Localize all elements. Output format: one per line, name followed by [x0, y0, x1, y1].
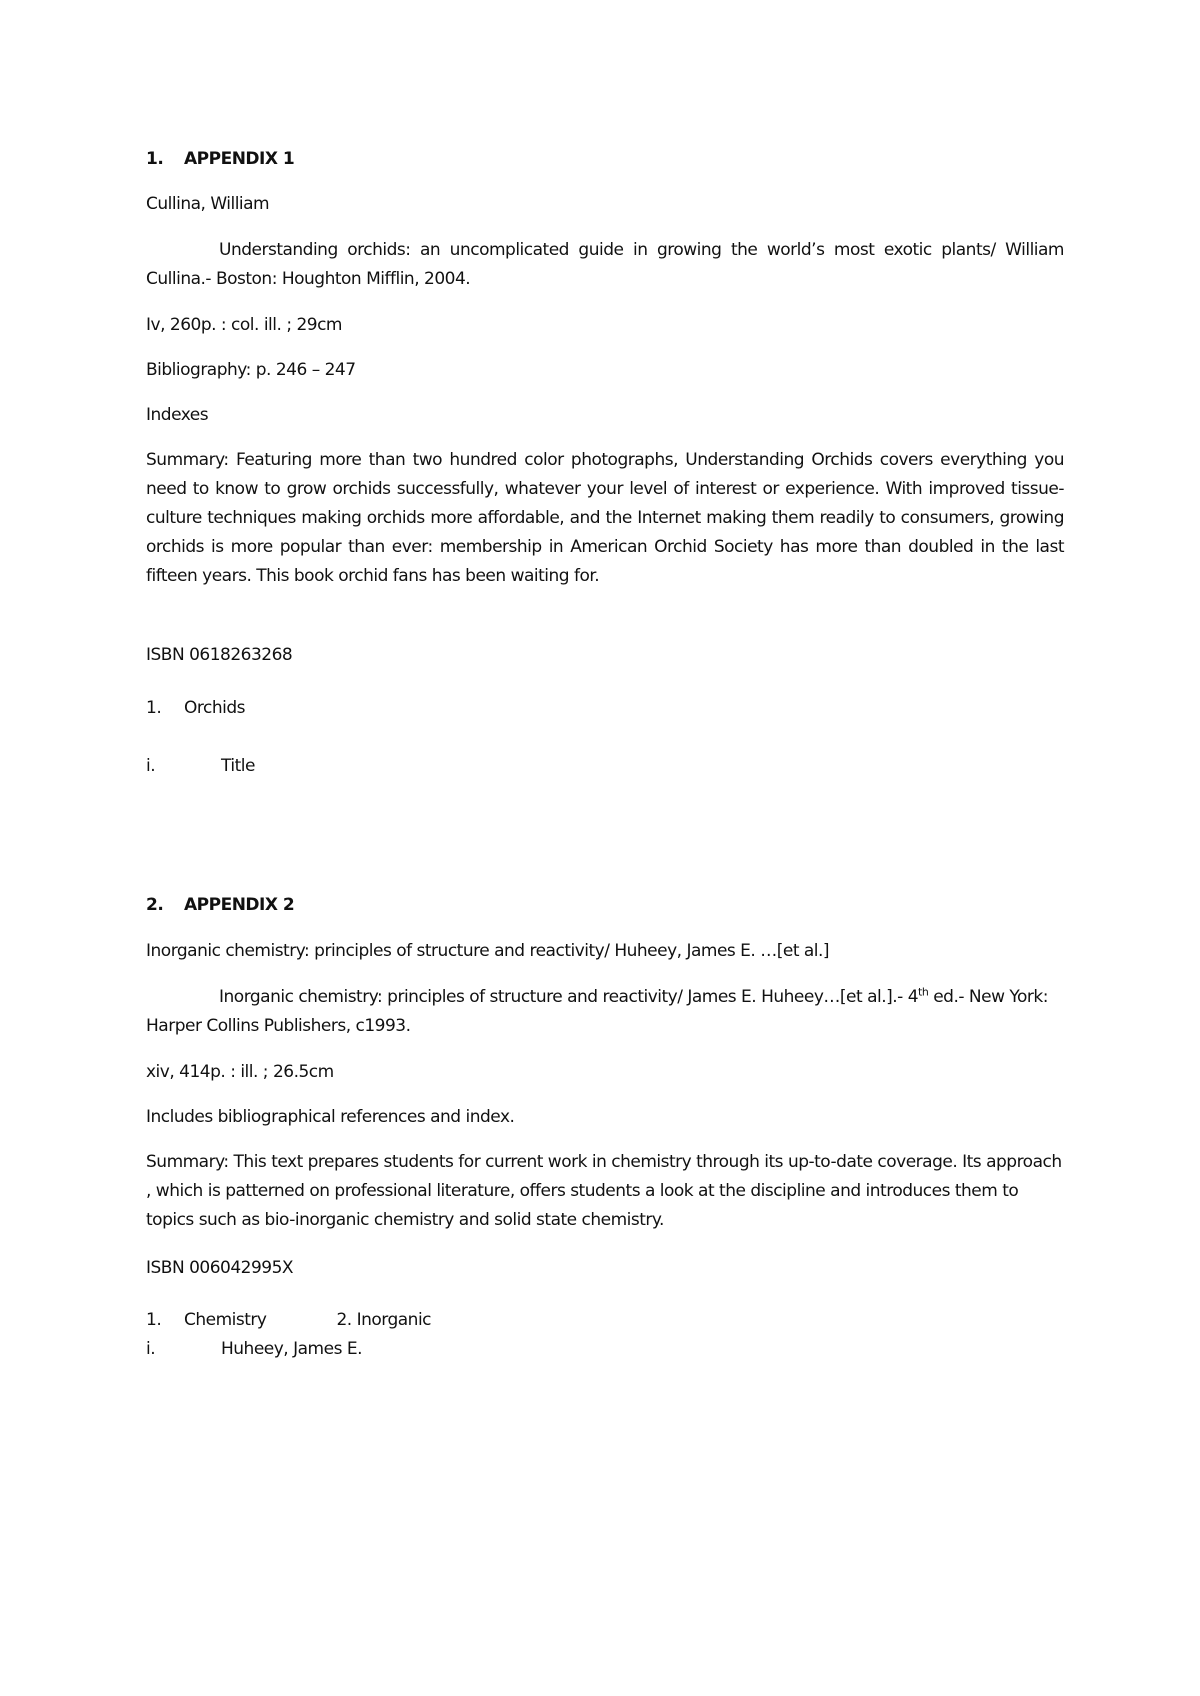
- appendix-2-isbn: ISBN 006042995X: [146, 1258, 294, 1278]
- added-entry-text: Huheey, James E.: [221, 1339, 362, 1359]
- added-entry-numeral: i.: [146, 1339, 156, 1359]
- appendix-1-indexes-note: Indexes: [146, 405, 209, 425]
- appendix-2-title-statement: [146, 983, 1064, 1041]
- subject-heading-2: 2. Inorganic: [336, 1310, 432, 1330]
- appendix-2-notes: Includes bibliographical references and index.: [146, 1107, 515, 1127]
- appendix-2-title: APPENDIX 2: [184, 895, 295, 915]
- appendix-1-isbn: ISBN 0618263268: [146, 645, 293, 665]
- appendix-2-heading: [146, 891, 1064, 920]
- subject-number: 1.: [146, 698, 162, 718]
- appendix-2-number: 2.: [146, 895, 164, 915]
- appendix-1-number: 1.: [146, 149, 164, 169]
- appendix-2-subject-entries: [146, 1306, 1064, 1335]
- appendix-2-main-entry: Inorganic chemistry: principles of structure and reactivity/ Huheey, James E. …[et al.]: [146, 941, 830, 961]
- appendix-1-heading: [146, 145, 1064, 174]
- appendix-1-bibliography-note: Bibliography: p. 246 – 247: [146, 360, 356, 380]
- appendix-1-title-statement: Understanding orchids: an uncomplicated guide in growing the world’s most exotic plants/ William Cullina.- Boston: Houghton Mifflin, 2004.: [146, 240, 1064, 289]
- added-entry-numeral: i.: [146, 756, 156, 776]
- appendix-1-subject-entry: [146, 694, 1064, 723]
- appendix-2-summary: Summary: This text prepares students for current work in chemistry through its up-to-date coverage. Its approach , which is patterned on professional literature, offers students a look at the discipline and introduces them to topics such as bio-inorganic chemistry and solid state chemistry.: [146, 1152, 1062, 1230]
- appendix-1-added-entry: [146, 752, 1064, 781]
- title-statement-part-2: ed.- New York: Harper Collins Publishers, c1993.: [146, 987, 1048, 1036]
- appendix-2-added-entry: [146, 1335, 1064, 1364]
- appendix-2-physical-description: xiv, 414p. : ill. ; 26.5cm: [146, 1062, 334, 1082]
- appendix-1-summary: Summary: Featuring more than two hundred color photographs, Understanding Orchids covers everything you need to know to grow orchids successfully, whatever your level of interest or experience. With improved tissue-culture techniques making orchids more affordable, and the Internet making them readily to consumers, growing orchids is more popular than ever: membership in American Orchid Society has more than doubled in the last fifteen years. This book orchid fans has been waiting for.: [146, 450, 1064, 586]
- appendix-1-physical-description: Iv, 260p. : col. ill. ; 29cm: [146, 315, 342, 335]
- edition-superscript: th: [918, 985, 929, 999]
- appendix-1-author: Cullina, William: [146, 194, 270, 214]
- subject-heading: Orchids: [184, 698, 245, 718]
- added-entry-text: Title: [221, 756, 255, 776]
- subject-number: 1.: [146, 1310, 162, 1330]
- subject-heading-1: Chemistry: [184, 1310, 267, 1330]
- appendix-1-title: APPENDIX 1: [184, 149, 295, 169]
- title-statement-part-1: Inorganic chemistry: principles of structure and reactivity/ James E. Huheey…[et al.].- 4: [219, 987, 919, 1007]
